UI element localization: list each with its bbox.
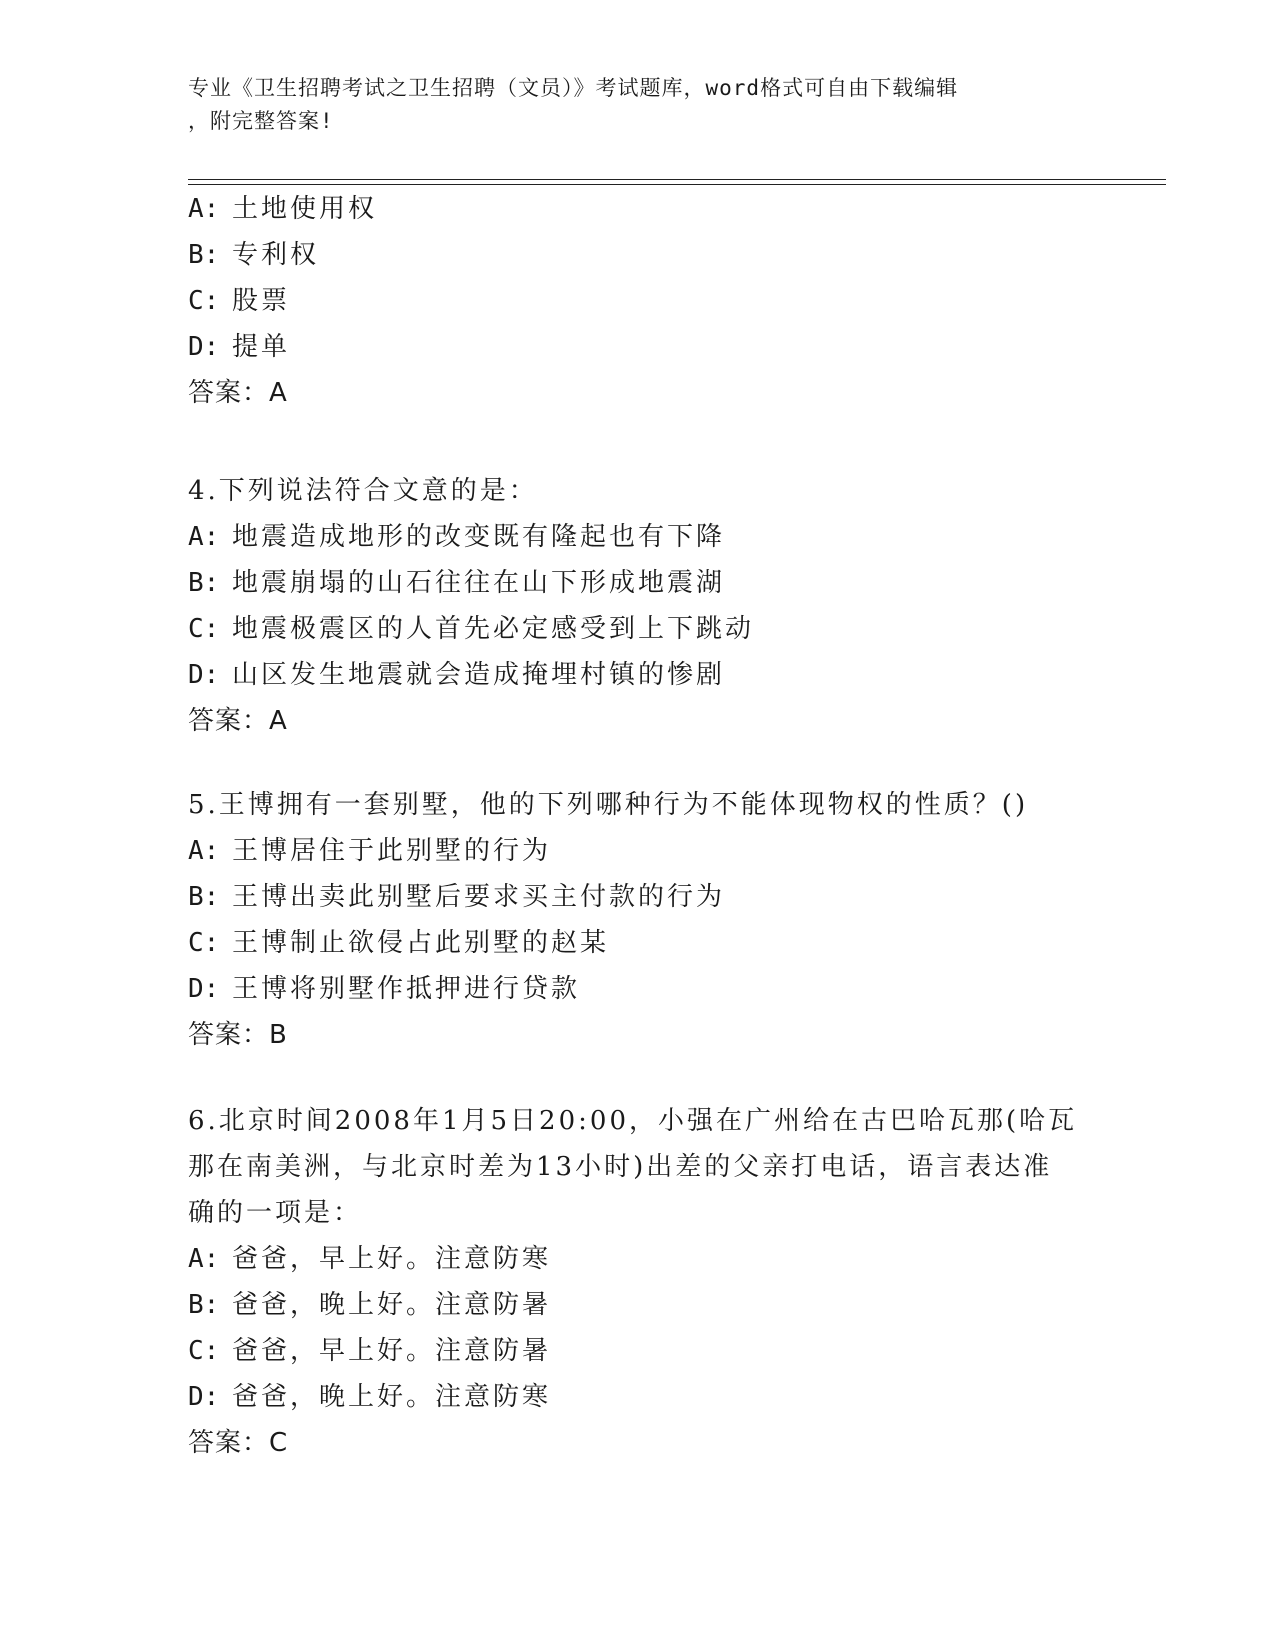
header-line-2: ，附完整答案! (188, 109, 334, 133)
option-text: 股票 (232, 286, 291, 316)
question-text-line-2: 那在南美洲，与北京时差为13小时)出差的父亲打电话，语言表达准 (188, 1152, 1053, 1182)
option-text: 地震造成地形的改变既有隆起也有下降 (232, 522, 726, 552)
option-c (188, 278, 1088, 324)
answer-line: 答案：A (188, 378, 288, 408)
option-text: 王博制止欲侵占此别墅的赵某 (232, 928, 610, 958)
option-letter: A: (188, 522, 220, 552)
option-d (188, 324, 1088, 370)
option-d (188, 1374, 1088, 1420)
option-letter: B: (188, 882, 220, 912)
option-text: 地震极震区的人首先必定感受到上下跳动 (232, 614, 755, 644)
option-letter: C: (188, 614, 220, 644)
option-text: 爸爸，早上好。注意防寒 (232, 1244, 552, 1274)
option-letter: D: (188, 974, 220, 1004)
option-letter: B: (188, 568, 220, 598)
option-b (188, 1282, 1088, 1328)
option-letter: D: (188, 1382, 220, 1412)
question-text-line-1: 6.北京时间2008年1月5日20:00，小强在广州给在古巴哈瓦那(哈瓦 (188, 1106, 1078, 1136)
option-text: 爸爸，早上好。注意防暑 (232, 1336, 552, 1366)
answer-line: 答案：B (188, 1020, 288, 1050)
question-text: 5.王博拥有一套别墅，他的下列哪种行为不能体现物权的性质？() (188, 790, 1029, 820)
header-line-1: 专业《卫生招聘考试之卫生招聘（文员）》考试题库，word格式可自由下载编辑 (188, 76, 959, 100)
option-d (188, 966, 1088, 1012)
option-b (188, 560, 1088, 606)
option-letter: B: (188, 1290, 220, 1320)
question-text-line-3: 确的一项是： (188, 1198, 363, 1228)
question-5 (188, 782, 1088, 1058)
question-4 (188, 468, 1088, 744)
header-divider-bottom (188, 184, 1166, 185)
option-text: 土地使用权 (232, 194, 378, 224)
answer-line: 答案：A (188, 706, 288, 736)
option-letter: B: (188, 240, 220, 270)
option-a (188, 828, 1088, 874)
option-letter: D: (188, 332, 220, 362)
header-divider-top (188, 179, 1166, 180)
option-a (188, 1236, 1088, 1282)
option-text: 王博居住于此别墅的行为 (232, 836, 552, 866)
option-letter: C: (188, 1336, 220, 1366)
option-c (188, 1328, 1088, 1374)
option-text: 山区发生地震就会造成掩埋村镇的惨剧 (232, 660, 726, 690)
option-a (188, 514, 1088, 560)
option-c (188, 606, 1088, 652)
option-letter: A: (188, 194, 220, 224)
option-b (188, 232, 1088, 278)
option-text: 王博出卖此别墅后要求买主付款的行为 (232, 882, 726, 912)
option-letter: C: (188, 928, 220, 958)
option-letter: A: (188, 836, 220, 866)
question-3 (188, 186, 1088, 416)
option-letter: D: (188, 660, 220, 690)
option-text: 地震崩塌的山石往往在山下形成地震湖 (232, 568, 726, 598)
option-letter: A: (188, 1244, 220, 1274)
option-c (188, 920, 1088, 966)
answer-line: 答案：C (188, 1428, 289, 1458)
option-letter: C: (188, 286, 220, 316)
option-text: 爸爸，晚上好。注意防寒 (232, 1382, 552, 1412)
document-header (188, 72, 1068, 138)
option-text: 提单 (232, 332, 291, 362)
option-text: 专利权 (232, 240, 320, 270)
option-a (188, 186, 1088, 232)
option-text: 王博将别墅作抵押进行贷款 (232, 974, 581, 1004)
option-b (188, 874, 1088, 920)
option-text: 爸爸，晚上好。注意防暑 (232, 1290, 552, 1320)
option-d (188, 652, 1088, 698)
question-6 (188, 1098, 1088, 1466)
question-text: 4.下列说法符合文意的是： (188, 476, 538, 506)
